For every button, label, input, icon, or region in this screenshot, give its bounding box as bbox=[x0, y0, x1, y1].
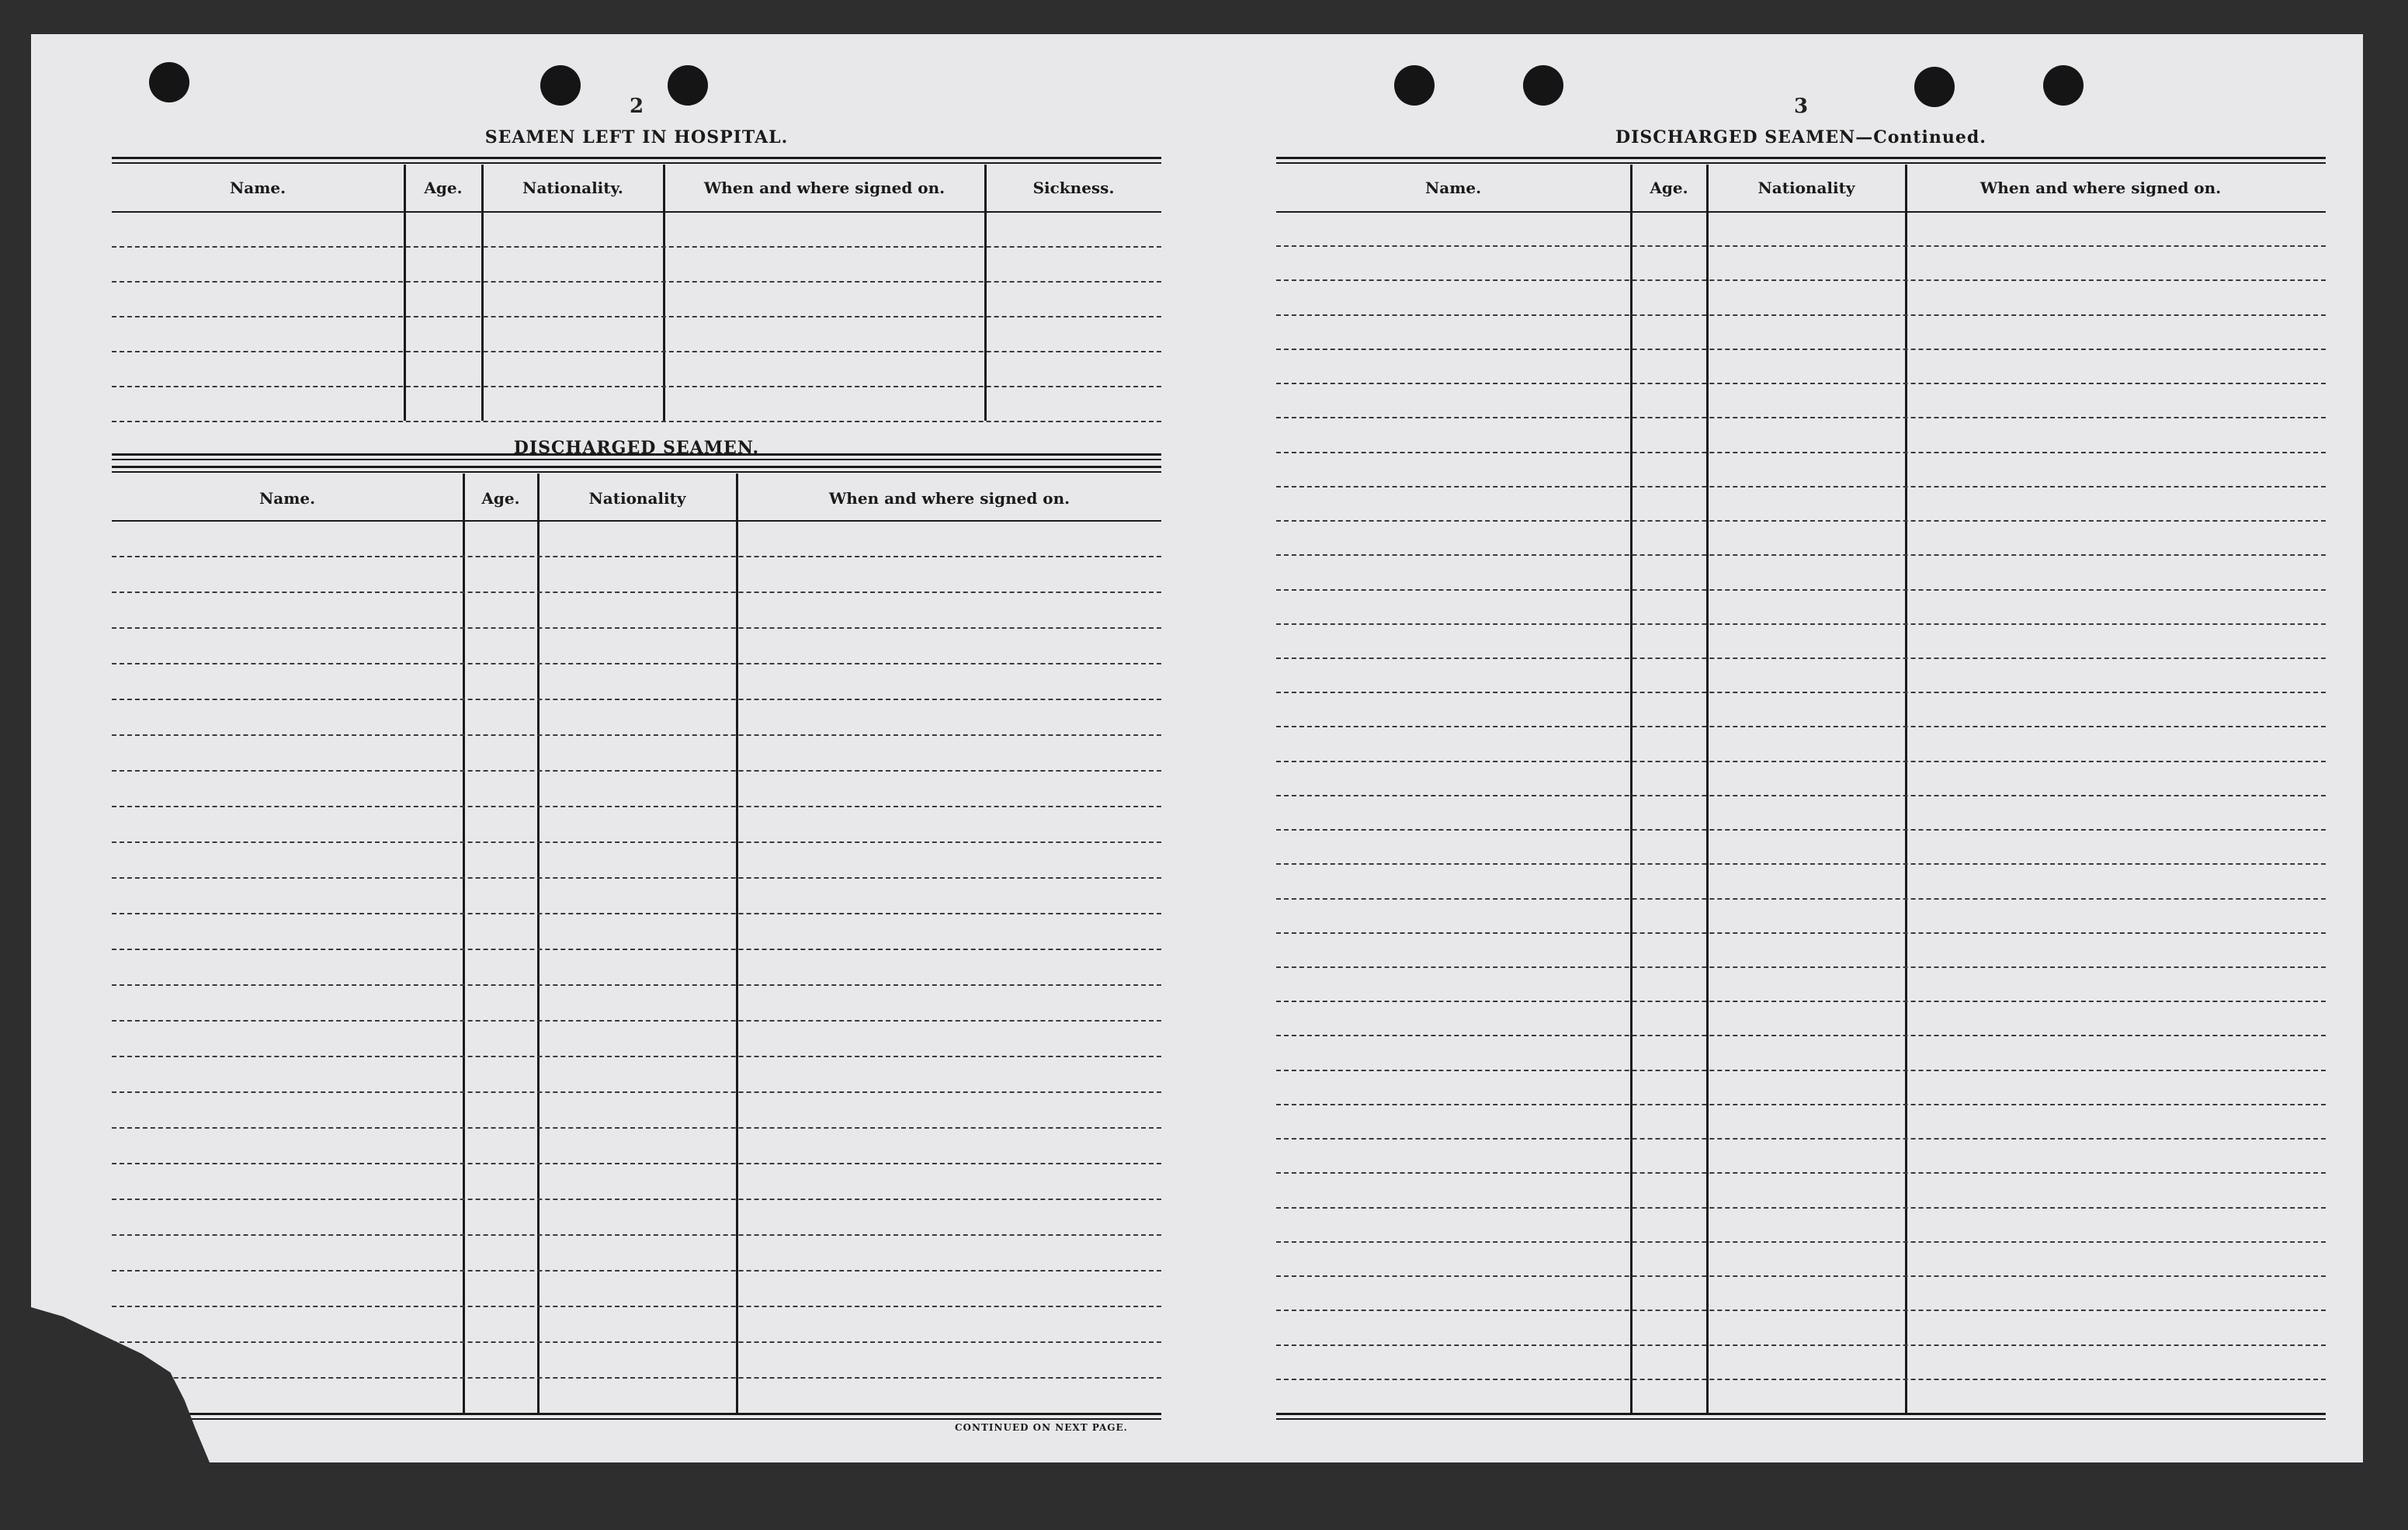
table-row bbox=[112, 421, 1161, 422]
table-row bbox=[112, 1056, 1161, 1057]
table-row bbox=[1276, 623, 2326, 625]
column-divider bbox=[463, 474, 465, 1413]
column-divider bbox=[984, 165, 987, 421]
table-row bbox=[1276, 1138, 2326, 1140]
column-header-nationality: Nationality bbox=[1757, 179, 1855, 197]
table-row bbox=[1276, 795, 2326, 796]
table-row bbox=[112, 1091, 1161, 1093]
column-header-age: Age. bbox=[1650, 179, 1688, 197]
table-row bbox=[112, 1127, 1161, 1129]
column-divider bbox=[1706, 165, 1709, 1413]
table-row bbox=[1276, 1379, 2326, 1380]
table-row bbox=[112, 984, 1161, 986]
column-divider bbox=[736, 474, 738, 1413]
table-row bbox=[1276, 726, 2326, 727]
table-row bbox=[112, 556, 1161, 557]
page-number: 3 bbox=[1793, 95, 1809, 118]
table-row bbox=[112, 246, 1161, 248]
table-row bbox=[112, 949, 1161, 950]
discharged-table bbox=[112, 474, 1161, 1413]
column-header-name: Name. bbox=[1424, 179, 1482, 197]
column-divider bbox=[481, 165, 484, 421]
hospital-section-title: SEAMEN LEFT IN HOSPITAL. bbox=[484, 127, 789, 147]
table-row bbox=[1276, 692, 2326, 693]
form-sheet bbox=[31, 34, 2363, 1462]
table-row bbox=[112, 592, 1161, 593]
table-row bbox=[1276, 520, 2326, 522]
column-header-nationality: Nationality. bbox=[522, 179, 623, 197]
table-row bbox=[112, 281, 1161, 283]
column-divider bbox=[404, 165, 406, 421]
table-row bbox=[1276, 932, 2326, 934]
table-row bbox=[112, 877, 1161, 879]
table-row bbox=[112, 316, 1161, 317]
discharged-continued-table bbox=[1276, 165, 2326, 1413]
discharged-section-title: DISCHARGED SEAMEN. bbox=[513, 438, 760, 458]
table-row bbox=[1276, 1001, 2326, 1002]
column-divider bbox=[1905, 165, 1907, 1413]
title-rule bbox=[112, 157, 1161, 164]
table-row bbox=[1276, 898, 2326, 900]
table-row bbox=[112, 1306, 1161, 1307]
table-row bbox=[112, 1377, 1161, 1379]
table-row bbox=[112, 351, 1161, 352]
continued-note: CONTINUED ON NEXT PAGE. bbox=[955, 1422, 1128, 1433]
table-row bbox=[112, 1199, 1161, 1200]
column-divider bbox=[537, 474, 540, 1413]
column-header-nationality: Nationality bbox=[588, 489, 686, 508]
bottom-rule bbox=[1276, 1413, 2326, 1420]
table-row bbox=[1276, 1172, 2326, 1174]
table-row bbox=[1276, 829, 2326, 831]
table-row bbox=[1276, 1241, 2326, 1243]
table-header bbox=[112, 165, 1161, 213]
table-header bbox=[1276, 165, 2326, 213]
title-rule bbox=[112, 466, 1161, 473]
table-row bbox=[112, 663, 1161, 664]
table-row bbox=[1276, 1207, 2326, 1209]
table-row bbox=[112, 806, 1161, 807]
table-row bbox=[112, 699, 1161, 700]
table-row bbox=[1276, 279, 2326, 281]
column-header-when-where: When and where signed on. bbox=[1979, 179, 2222, 197]
table-row bbox=[1276, 1070, 2326, 1071]
table-row bbox=[112, 913, 1161, 914]
table-row bbox=[1276, 863, 2326, 865]
column-header-when-where: When and where signed on. bbox=[703, 179, 946, 197]
column-header-name: Name. bbox=[258, 489, 316, 508]
column-header-name: Name. bbox=[229, 179, 286, 197]
table-row bbox=[1276, 1310, 2326, 1311]
table-row bbox=[1276, 417, 2326, 418]
page-number: 2 bbox=[629, 95, 644, 118]
right-page bbox=[1276, 34, 2326, 1462]
title-rule bbox=[1276, 157, 2326, 164]
table-row bbox=[112, 1020, 1161, 1022]
table-row bbox=[1276, 314, 2326, 316]
column-header-age: Age. bbox=[481, 489, 520, 508]
table-row bbox=[1276, 589, 2326, 591]
column-divider bbox=[663, 165, 665, 421]
table-row bbox=[1276, 966, 2326, 968]
table-row bbox=[112, 841, 1161, 843]
table-row bbox=[112, 1270, 1161, 1272]
table-row bbox=[1276, 383, 2326, 384]
table-row bbox=[1276, 1344, 2326, 1346]
table-row bbox=[112, 1234, 1161, 1236]
table-row bbox=[1276, 1035, 2326, 1036]
column-header-age: Age. bbox=[424, 179, 463, 197]
table-row bbox=[112, 386, 1161, 387]
column-divider bbox=[1630, 165, 1633, 1413]
table-row bbox=[1276, 761, 2326, 762]
table-row bbox=[112, 1163, 1161, 1164]
table-row bbox=[1276, 1104, 2326, 1105]
table-row bbox=[1276, 1275, 2326, 1277]
table-row bbox=[1276, 349, 2326, 350]
table-row bbox=[112, 627, 1161, 629]
table-row bbox=[1276, 452, 2326, 453]
table-row bbox=[1276, 486, 2326, 487]
discharged-continued-title: DISCHARGED SEAMEN—Continued. bbox=[1615, 127, 1986, 147]
left-page bbox=[112, 34, 1161, 1462]
table-row bbox=[1276, 245, 2326, 247]
table-header bbox=[112, 474, 1161, 522]
table-row bbox=[1276, 554, 2326, 556]
bottom-rule bbox=[112, 1413, 1161, 1420]
table-row bbox=[1276, 657, 2326, 659]
table-row bbox=[112, 770, 1161, 772]
table-row bbox=[112, 1341, 1161, 1343]
table-row bbox=[112, 734, 1161, 736]
column-header-sickness: Sickness. bbox=[1032, 179, 1115, 197]
hospital-table bbox=[112, 165, 1161, 421]
column-header-when-where: When and where signed on. bbox=[828, 489, 1070, 508]
